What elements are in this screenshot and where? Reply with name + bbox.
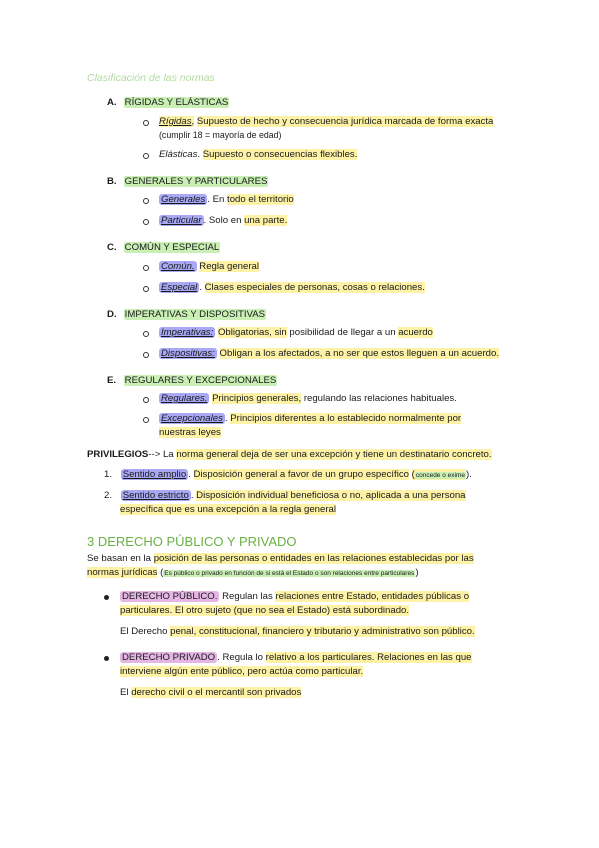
list-item: Generales . En todo el territorio (143, 193, 523, 207)
item-highlight: una parte. (244, 215, 288, 226)
term: Excepcionales (161, 413, 223, 424)
term: Imperativas: (161, 327, 214, 338)
intro-highlight: posición de las personas o entidades en las relaciones establecidas por las (153, 553, 474, 564)
item-highlight: acuerdo (398, 327, 433, 338)
section-3-intro: Se basan en la posición de las personas o entidades en las relaciones establecidas por las normas jurídicas (Es público o privado en función de si está el Estado o son relaciones entre particulares) (87, 553, 474, 578)
item-highlight-cont: interviene algún ente público, pero actúa como particular. (120, 665, 364, 677)
item-text: Solo en (208, 215, 242, 226)
page-title: Clasificación de las normas (87, 72, 215, 84)
item-text: regulando las relaciones habituales. (303, 393, 457, 404)
term: Sentido amplio (122, 469, 187, 480)
item-highlight-cont: particulares. El otro sujeto (que no sea el Estado) está subordinado. (120, 604, 410, 616)
list-item (143, 392, 543, 406)
circle-bullet-icon (143, 397, 149, 403)
section-e-heading (107, 374, 277, 388)
section-d-heading (107, 308, 266, 322)
arrow-text: --> La (148, 449, 174, 460)
circle-bullet-icon (143, 198, 149, 204)
list-item: Especial . Clases especiales de personas, cosas o relaciones. (143, 281, 523, 295)
item-number: 2. (104, 490, 113, 501)
section-letter: A. (107, 97, 117, 108)
item-text: Supuesto de hecho y consecuencia jurídica marcada de forma exacta (196, 116, 494, 127)
sub-highlight: derecho civil o el mercantil son privados (131, 687, 302, 698)
disc-bullet-icon (104, 656, 109, 661)
item-highlight: todo el territorio (227, 194, 294, 205)
section-letter: C. (107, 242, 117, 253)
item-note: concede o exime (415, 472, 465, 479)
term: Elásticas (159, 149, 198, 160)
term: Común. (161, 261, 195, 272)
bullet-item: DERECHO PRIVADO . Regula lo relativo a los particulares. Relaciones en las que interviene algún ente público, pero actúa como particular. (104, 651, 524, 679)
item-text: Supuesto o consecuencias flexibles. (202, 149, 358, 160)
intro-note: Es público o privado en función de si está el Estado o son relaciones entre particulares (164, 569, 415, 577)
term: Particular (161, 215, 202, 226)
section-title: REGULARES Y EXCEPCIONALES (124, 375, 277, 386)
section-3-heading: 3 DERECHO PÚBLICO Y PRIVADO (87, 534, 297, 549)
item-text: posibilidad de llegar a un (289, 327, 396, 338)
item-highlight: relaciones entre Estado, entidades públicas o (275, 591, 470, 602)
item-text: Principios diferentes a lo establecido normalmente por (230, 413, 462, 424)
item-text: Obligatorias, sin (217, 327, 287, 338)
section-c-heading (107, 241, 220, 255)
privilegios-text: norma general deja de ser una excepción y tiene un destinatario concreto. (176, 449, 492, 460)
circle-bullet-icon (143, 120, 149, 126)
circle-bullet-icon (143, 331, 149, 337)
item-text: Regulan las (222, 591, 273, 602)
item-text: Disposición individual beneficiosa o no, aplicada a una persona (196, 490, 466, 501)
term: Regulares. (161, 393, 208, 404)
section-title: COMÚN Y ESPECIAL (124, 242, 220, 253)
item-text-cont: específica que es una excepción a la regla general (120, 503, 337, 515)
item-number: 1. (104, 469, 113, 480)
numbered-item: 1. Sentido amplio . Disposición general a favor de un grupo específico (concede o exime). (104, 469, 472, 480)
term: Generales (161, 194, 206, 205)
list-item: Excepcionales . Principios diferentes a lo establecido normalmente por nuestras leyes (143, 412, 523, 440)
item-text: En (212, 194, 225, 205)
circle-bullet-icon (143, 417, 149, 423)
list-item: Elásticas. Supuesto o consecuencias flexibles. (143, 148, 523, 162)
list-item: Rígidas, Supuesto de hecho y consecuencia jurídica marcada de forma exacta (cumplir 18 = mayoría de edad) (143, 115, 523, 143)
list-item (143, 347, 543, 361)
sub-highlight: penal, constitucional, financiero y tributario y administrativo son público. (170, 626, 475, 637)
circle-bullet-icon (143, 219, 149, 225)
list-item: Particular . Solo en una parte. (143, 214, 523, 228)
term: DERECHO PRIVADO (122, 652, 216, 663)
item-text: Regula lo (222, 652, 263, 663)
item-highlight: relativo a los particulares. Relaciones en las que (265, 652, 472, 663)
disc-bullet-icon (104, 595, 109, 600)
sub-text: El Derecho (120, 626, 168, 637)
item-text: Obligan a los afectados, a no ser que estos lleguen a un acuerdo. (219, 348, 500, 359)
numbered-item: 2. Sentido estricto . Disposición individual beneficiosa o no, aplicada a una persona específica que es una excepción a la regla general (104, 490, 466, 515)
list-item (143, 326, 543, 340)
section-letter: E. (107, 375, 117, 386)
circle-bullet-icon (143, 153, 149, 159)
privilegios-line (87, 448, 517, 462)
section-b-heading (107, 175, 268, 189)
circle-bullet-icon (143, 352, 149, 358)
item-text-cont: (cumplir 18 = mayoría de edad) (159, 129, 282, 140)
sub-paragraph (120, 625, 540, 639)
section-title: RÍGIDAS Y ELÁSTICAS (124, 97, 229, 108)
circle-bullet-icon (143, 286, 149, 292)
item-text: Disposición general a favor de un grupo específico (193, 469, 409, 480)
sub-text: El (120, 687, 129, 698)
section-title: IMPERATIVAS Y DISPOSITIVAS (124, 309, 266, 320)
item-highlight: Principios generales, (212, 393, 302, 404)
intro-text: Se basan en la (87, 553, 152, 564)
term: Dispositivas: (161, 348, 215, 359)
item-end: ). (465, 469, 472, 480)
circle-bullet-icon (143, 265, 149, 271)
list-item (143, 260, 523, 274)
intro-highlight-cont: normas jurídicas (87, 566, 158, 578)
term: DERECHO PÚBLICO. (122, 591, 218, 602)
section-letter: D. (107, 309, 117, 320)
term: Rígidas (159, 116, 192, 127)
section-a-heading (107, 96, 229, 110)
bullet-item (104, 590, 524, 618)
item-text: Clases especiales de personas, cosas o relaciones. (204, 282, 425, 293)
term: Especial (161, 282, 198, 293)
term: Sentido estricto (122, 490, 189, 501)
section-letter: B. (107, 176, 117, 187)
section-title: GENERALES Y PARTICULARES (124, 176, 268, 187)
privilegios-label: PRIVILEGIOS (87, 449, 149, 460)
item-text-cont: nuestras leyes (159, 426, 221, 438)
sub-paragraph (120, 686, 540, 700)
item-text: Regla general (199, 261, 260, 272)
